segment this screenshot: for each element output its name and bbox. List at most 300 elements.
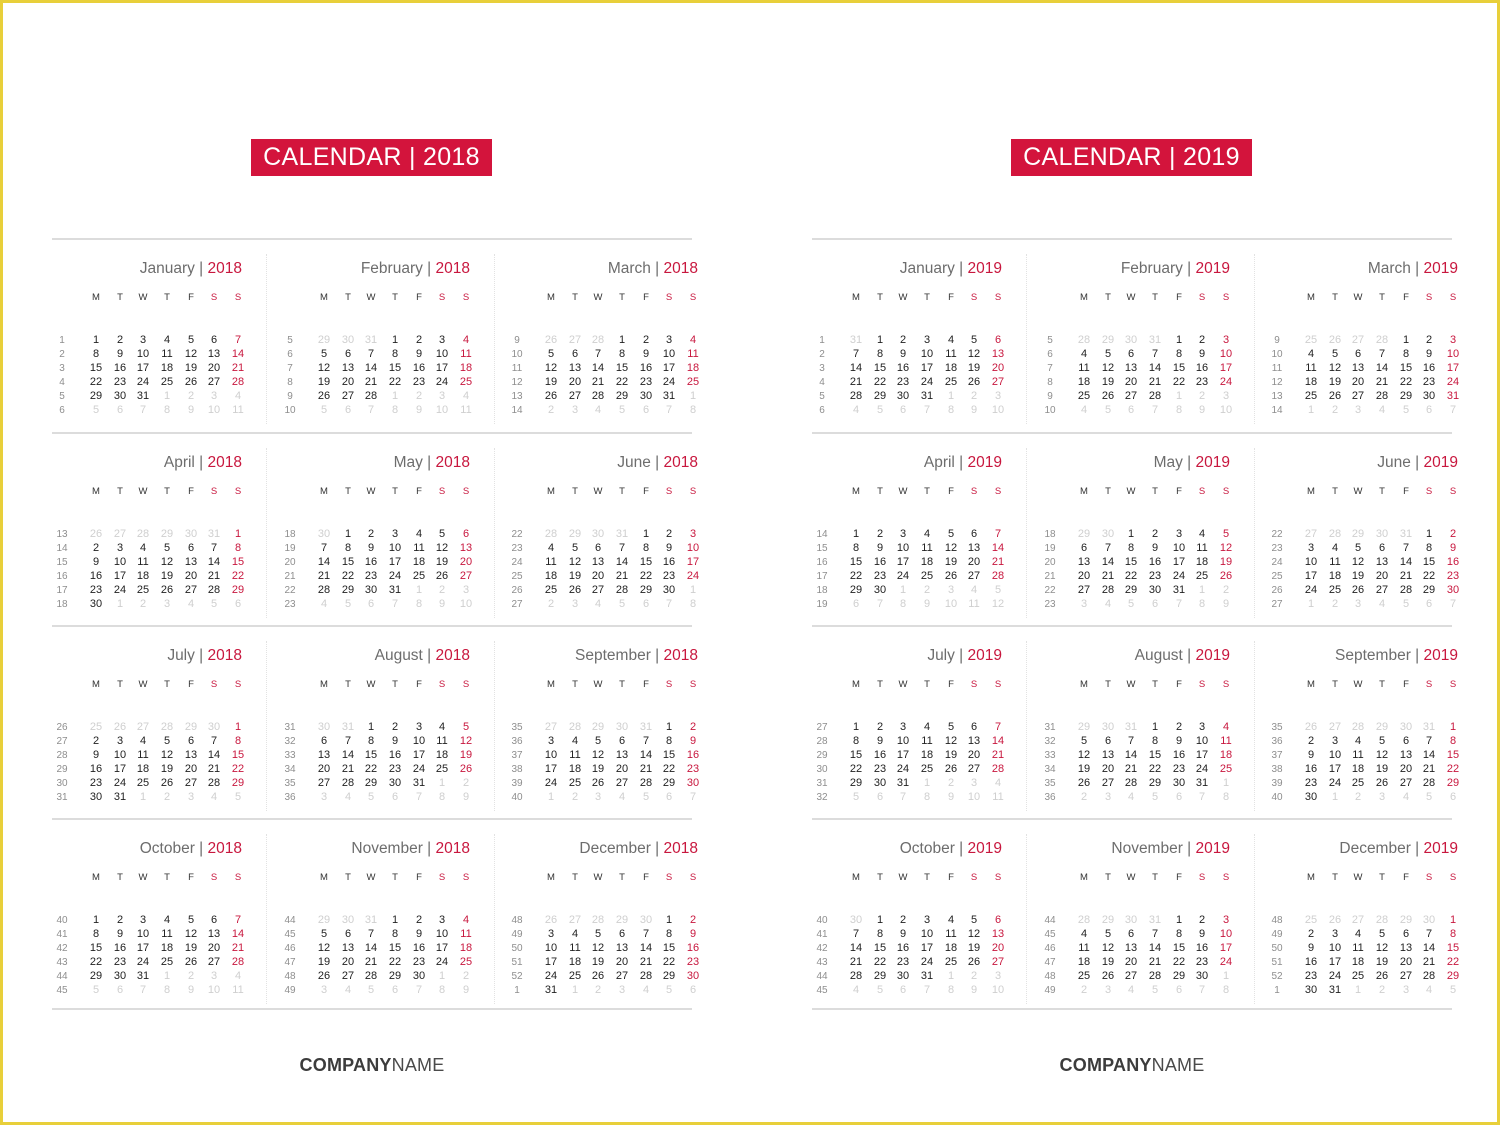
day-cell: 11 — [232, 404, 244, 416]
day-cell: 7 — [1449, 598, 1457, 610]
month-title — [1377, 454, 1458, 472]
day-cell: 22 — [662, 763, 676, 775]
day-cell: 7 — [367, 928, 375, 940]
day-cell: 30 — [341, 914, 355, 926]
week-number: 44 — [1044, 915, 1056, 926]
day-cell: 20 — [1101, 763, 1115, 775]
week-number: 51 — [1271, 957, 1283, 968]
divider-line — [812, 1008, 1452, 1010]
day-cell: 29 — [873, 970, 887, 982]
day-cell: 29 — [231, 584, 245, 596]
day-cell: 9 — [1307, 749, 1315, 761]
day-cell: 30 — [317, 721, 331, 733]
day-cell: 1 — [876, 334, 884, 346]
week-number: 6 — [819, 405, 825, 416]
day-cell: 26 — [544, 334, 558, 346]
day-cell: 29 — [1375, 721, 1389, 733]
day-cell: 11 — [545, 556, 557, 568]
weekday-header: S — [1222, 292, 1230, 303]
month-year: 2019 — [1195, 260, 1230, 277]
day-cell: 16 — [896, 942, 910, 954]
day-cell: 28 — [1148, 970, 1162, 982]
weekday-header: T — [877, 292, 883, 303]
week-number: 15 — [816, 543, 828, 554]
day-cell: 21 — [639, 763, 653, 775]
month-title — [1121, 260, 1230, 278]
day-cell: 2 — [415, 914, 423, 926]
day-cell: 5 — [344, 598, 352, 610]
day-cell: 16 — [1304, 956, 1318, 968]
day-cell: 5 — [1354, 542, 1362, 554]
day-cell: 13 — [207, 348, 221, 360]
day-cell: 31 — [113, 791, 127, 803]
weekday-header: W — [898, 292, 908, 303]
day-cell: 16 — [412, 362, 426, 374]
calendar-2018-page — [52, 0, 700, 1125]
day-cell: 4 — [462, 334, 470, 346]
day-cell: 13 — [1399, 749, 1413, 761]
weekday-header: F — [643, 292, 649, 303]
day-cell: 11 — [687, 348, 699, 360]
week-number: 37 — [1271, 750, 1283, 761]
weekday-header: F — [1176, 486, 1182, 497]
month-block — [1040, 647, 1233, 803]
day-cell: 15 — [364, 749, 378, 761]
day-cell: 12 — [1375, 749, 1389, 761]
day-cell: 6 — [116, 984, 124, 996]
day-cell: 9 — [415, 348, 423, 360]
week-number: 44 — [56, 971, 68, 982]
day-cell: 5 — [618, 598, 626, 610]
day-cell: 29 — [231, 777, 245, 789]
day-cell: 29 — [873, 390, 887, 402]
day-cell: 2 — [1198, 334, 1206, 346]
day-cell: 11 — [1220, 735, 1232, 747]
day-cell: 6 — [1151, 598, 1159, 610]
day-cell: 1 — [1449, 914, 1457, 926]
day-cell: 12 — [1101, 942, 1115, 954]
day-cell: 1 — [438, 777, 446, 789]
day-cell: 18 — [568, 956, 582, 968]
day-cell: 1 — [1331, 791, 1339, 803]
day-cell: 24 — [1219, 956, 1233, 968]
day-cell: 6 — [1378, 542, 1386, 554]
day-cell: 17 — [388, 556, 402, 568]
week-number: 10 — [1271, 349, 1283, 360]
month-block — [52, 260, 245, 416]
day-cell: 7 — [234, 334, 242, 346]
day-cell: 2 — [1331, 598, 1339, 610]
day-cell: 4 — [1127, 984, 1135, 996]
day-cell: 18 — [136, 763, 150, 775]
weekday-header: T — [924, 872, 930, 883]
day-cell: 5 — [642, 791, 650, 803]
day-cell: 22 — [849, 763, 863, 775]
day-cell: 4 — [1331, 542, 1339, 554]
week-number: 25 — [1271, 571, 1283, 582]
day-cell: 3 — [187, 791, 195, 803]
day-cell: 29 — [160, 528, 174, 540]
day-cell: 6 — [1127, 404, 1135, 416]
day-cell: 1 — [1449, 721, 1457, 733]
day-cell: 15 — [89, 362, 103, 374]
week-number: 18 — [1044, 529, 1056, 540]
day-cell: 8 — [947, 404, 955, 416]
day-cell: 19 — [591, 763, 605, 775]
day-cell: 28 — [1077, 914, 1091, 926]
week-number: 33 — [284, 750, 296, 761]
day-cell: 15 — [388, 362, 402, 374]
day-cell: 30 — [639, 914, 653, 926]
column-divider — [494, 254, 495, 424]
month-name: January | — [139, 260, 208, 277]
day-cell: 17 — [1172, 556, 1186, 568]
day-cell: 16 — [1148, 556, 1162, 568]
day-cell: 29 — [89, 390, 103, 402]
week-number: 24 — [511, 557, 523, 568]
weekday-header: S — [1222, 486, 1230, 497]
week-number: 39 — [1271, 778, 1283, 789]
week-number: 40 — [56, 915, 68, 926]
day-cell: 21 — [849, 376, 863, 388]
weekday-header: F — [1403, 872, 1409, 883]
day-cell: 28 — [1328, 528, 1342, 540]
day-cell: 3 — [1104, 984, 1112, 996]
day-cell: 21 — [364, 376, 378, 388]
day-cell: 30 — [364, 584, 378, 596]
day-cell: 29 — [89, 970, 103, 982]
week-number: 9 — [287, 391, 293, 402]
weekday-header: T — [572, 292, 578, 303]
week-number: 48 — [284, 971, 296, 982]
calendar-title: CALENDAR | 2019 — [1011, 139, 1252, 176]
day-cell: 6 — [852, 598, 860, 610]
day-cell: 24 — [544, 777, 558, 789]
week-number: 39 — [511, 778, 523, 789]
day-cell: 31 — [639, 721, 653, 733]
day-cell: 29 — [184, 721, 198, 733]
week-number: 35 — [284, 778, 296, 789]
day-cell: 30 — [1375, 528, 1389, 540]
day-cell: 7 — [139, 404, 147, 416]
day-cell: 3 — [116, 542, 124, 554]
day-cell: 28 — [591, 334, 605, 346]
week-number: 29 — [816, 750, 828, 761]
day-cell: 8 — [1151, 735, 1159, 747]
day-cell: 12 — [944, 735, 958, 747]
day-cell: 7 — [899, 791, 907, 803]
day-cell: 5 — [367, 791, 375, 803]
weekday-header: S — [210, 872, 218, 883]
day-cell: 30 — [1172, 777, 1186, 789]
day-cell: 22 — [849, 570, 863, 582]
day-cell: 26 — [1101, 390, 1115, 402]
day-cell: 29 — [1399, 390, 1413, 402]
day-cell: 28 — [1077, 334, 1091, 346]
day-cell: 4 — [970, 584, 978, 596]
day-cell: 28 — [591, 390, 605, 402]
month-name: June | — [1377, 454, 1424, 471]
week-number: 23 — [1271, 543, 1283, 554]
day-cell: 7 — [320, 542, 328, 554]
day-cell: 21 — [341, 763, 355, 775]
day-cell: 4 — [139, 542, 147, 554]
day-cell: 8 — [1222, 984, 1230, 996]
day-cell: 8 — [163, 404, 171, 416]
day-cell: 30 — [639, 390, 653, 402]
day-cell: 11 — [1352, 942, 1364, 954]
day-cell: 27 — [568, 914, 582, 926]
day-cell: 5 — [1151, 984, 1159, 996]
day-cell: 9 — [1198, 928, 1206, 940]
day-cell: 29 — [662, 777, 676, 789]
day-cell: 29 — [1124, 584, 1138, 596]
month-name: September | — [575, 647, 664, 664]
week-number: 15 — [56, 557, 68, 568]
day-cell: 22 — [615, 376, 629, 388]
day-cell: 19 — [184, 362, 198, 374]
week-number: 8 — [1047, 377, 1053, 388]
month-block — [812, 840, 1005, 996]
day-cell: 26 — [591, 970, 605, 982]
day-cell: 3 — [970, 777, 978, 789]
day-cell: 23 — [686, 956, 700, 968]
day-cell: 14 — [207, 556, 221, 568]
weekday-header: F — [1403, 292, 1409, 303]
day-cell: 30 — [1101, 721, 1115, 733]
day-cell: 25 — [412, 570, 426, 582]
day-cell: 25 — [89, 721, 103, 733]
day-cell: 10 — [113, 749, 127, 761]
weekday-header: T — [392, 486, 398, 497]
day-cell: 9 — [947, 791, 955, 803]
day-cell: 28 — [1422, 777, 1436, 789]
day-cell: 8 — [947, 984, 955, 996]
day-cell: 6 — [594, 542, 602, 554]
day-cell: 9 — [92, 749, 100, 761]
day-cell: 15 — [873, 362, 887, 374]
day-cell: 1 — [391, 390, 399, 402]
day-cell: 30 — [89, 598, 103, 610]
day-cell: 7 — [689, 791, 697, 803]
day-cell: 29 — [1172, 970, 1186, 982]
month-title — [1339, 840, 1458, 858]
week-number: 6 — [287, 349, 293, 360]
day-cell: 2 — [1198, 390, 1206, 402]
day-cell: 11 — [460, 928, 472, 940]
day-cell: 21 — [231, 362, 245, 374]
month-name: May | — [393, 454, 436, 471]
day-cell: 17 — [544, 763, 558, 775]
day-cell: 27 — [568, 334, 582, 346]
day-cell: 11 — [137, 556, 149, 568]
day-cell: 13 — [459, 542, 473, 554]
day-cell: 15 — [615, 362, 629, 374]
day-cell: 9 — [899, 348, 907, 360]
weekday-header: T — [1379, 872, 1385, 883]
day-cell: 5 — [1222, 528, 1230, 540]
day-cell: 12 — [317, 942, 331, 954]
day-cell: 7 — [1175, 598, 1183, 610]
day-cell: 28 — [1351, 721, 1365, 733]
day-cell: 30 — [591, 528, 605, 540]
weekday-header: F — [948, 679, 954, 690]
day-cell: 15 — [662, 749, 676, 761]
day-cell: 2 — [1080, 791, 1088, 803]
weekday-header: S — [234, 679, 242, 690]
day-cell: 10 — [136, 928, 150, 940]
weekday-header: M — [92, 872, 100, 883]
day-cell: 28 — [1422, 970, 1436, 982]
week-number: 2 — [59, 349, 65, 360]
day-cell: 1 — [665, 721, 673, 733]
day-cell: 9 — [1151, 542, 1159, 554]
day-cell: 7 — [852, 348, 860, 360]
day-cell: 22 — [873, 956, 887, 968]
day-cell: 20 — [1351, 376, 1365, 388]
month-name: October | — [899, 840, 968, 857]
day-cell: 5 — [367, 984, 375, 996]
day-cell: 30 — [1304, 984, 1318, 996]
weekday-header: S — [462, 292, 470, 303]
week-number: 38 — [511, 764, 523, 775]
weekday-header: T — [345, 872, 351, 883]
day-cell: 10 — [388, 542, 402, 554]
week-number: 49 — [511, 929, 523, 940]
day-cell: 2 — [594, 984, 602, 996]
day-cell: 26 — [1101, 970, 1115, 982]
day-cell: 10 — [1219, 928, 1233, 940]
weekday-header: T — [392, 292, 398, 303]
day-cell: 5 — [1378, 928, 1386, 940]
day-cell: 13 — [967, 735, 981, 747]
day-cell: 17 — [686, 556, 700, 568]
week-number: 9 — [514, 335, 520, 346]
weekday-header: S — [438, 872, 446, 883]
week-number: 19 — [284, 543, 296, 554]
day-cell: 19 — [1351, 570, 1365, 582]
day-cell: 13 — [967, 542, 981, 554]
day-cell: 20 — [967, 556, 981, 568]
day-cell: 22 — [1422, 570, 1436, 582]
day-cell: 2 — [116, 914, 124, 926]
day-cell: 6 — [344, 928, 352, 940]
column-divider — [1026, 641, 1027, 811]
day-cell: 12 — [967, 348, 981, 360]
day-cell: 5 — [1331, 348, 1339, 360]
day-cell: 6 — [899, 984, 907, 996]
day-cell: 21 — [1101, 570, 1115, 582]
day-cell: 7 — [665, 598, 673, 610]
month-name: March | — [1367, 260, 1424, 277]
day-cell: 11 — [1196, 542, 1208, 554]
day-cell: 5 — [594, 928, 602, 940]
day-cell: 5 — [994, 584, 1002, 596]
day-cell: 10 — [1304, 556, 1318, 568]
day-cell: 8 — [1425, 542, 1433, 554]
day-cell: 4 — [1378, 598, 1386, 610]
week-number: 21 — [284, 571, 296, 582]
day-cell: 6 — [210, 334, 218, 346]
day-cell: 1 — [367, 721, 375, 733]
week-number: 35 — [1271, 722, 1283, 733]
day-cell: 8 — [852, 542, 860, 554]
day-cell: 11 — [137, 749, 149, 761]
week-number: 27 — [816, 722, 828, 733]
month-title — [164, 454, 242, 472]
month-title — [140, 840, 242, 858]
day-cell: 18 — [1351, 956, 1365, 968]
day-cell: 5 — [594, 735, 602, 747]
day-cell: 5 — [876, 984, 884, 996]
weekday-header: T — [1332, 292, 1338, 303]
day-cell: 6 — [187, 735, 195, 747]
weekday-header: F — [188, 679, 194, 690]
day-cell: 5 — [234, 791, 242, 803]
day-cell: 2 — [689, 721, 697, 733]
weekday-header: F — [1176, 872, 1182, 883]
day-cell: 7 — [367, 404, 375, 416]
day-cell: 5 — [187, 914, 195, 926]
day-cell: 3 — [547, 928, 555, 940]
day-cell: 21 — [1375, 376, 1389, 388]
day-cell: 24 — [388, 570, 402, 582]
day-cell: 25 — [1219, 763, 1233, 775]
day-cell: 11 — [569, 749, 581, 761]
weekday-header: T — [924, 292, 930, 303]
day-cell: 10 — [435, 928, 449, 940]
week-number: 34 — [1044, 764, 1056, 775]
week-number: 14 — [56, 543, 68, 554]
day-cell: 25 — [160, 956, 174, 968]
day-cell: 16 — [113, 362, 127, 374]
day-cell: 18 — [1077, 956, 1091, 968]
day-cell: 7 — [1151, 928, 1159, 940]
day-cell: 17 — [1328, 763, 1342, 775]
weekday-header: S — [1222, 872, 1230, 883]
day-cell: 31 — [388, 584, 402, 596]
column-divider — [1254, 641, 1255, 811]
day-cell: 4 — [1378, 404, 1386, 416]
day-cell: 11 — [232, 984, 244, 996]
weekday-header: W — [1353, 486, 1363, 497]
weekday-header: T — [392, 679, 398, 690]
weekday-header: S — [689, 292, 697, 303]
day-cell: 2 — [92, 735, 100, 747]
day-cell: 23 — [113, 376, 127, 388]
week-number: 36 — [284, 792, 296, 803]
day-cell: 10 — [1446, 348, 1460, 360]
day-cell: 18 — [1328, 570, 1342, 582]
weekday-header: M — [1307, 679, 1315, 690]
day-cell: 29 — [1148, 777, 1162, 789]
day-cell: 7 — [344, 735, 352, 747]
day-cell: 25 — [1077, 390, 1091, 402]
day-cell: 2 — [116, 334, 124, 346]
weekday-header: W — [1126, 872, 1136, 883]
day-cell: 10 — [991, 404, 1005, 416]
day-cell: 12 — [184, 348, 198, 360]
company-name — [812, 1055, 1452, 1076]
month-year: 2018 — [663, 260, 698, 277]
day-cell: 8 — [876, 348, 884, 360]
weekday-header: W — [366, 679, 376, 690]
day-cell: 17 — [113, 763, 127, 775]
day-cell: 7 — [994, 721, 1002, 733]
week-number: 52 — [1271, 971, 1283, 982]
day-cell: 11 — [436, 735, 448, 747]
day-cell: 12 — [1101, 362, 1115, 374]
